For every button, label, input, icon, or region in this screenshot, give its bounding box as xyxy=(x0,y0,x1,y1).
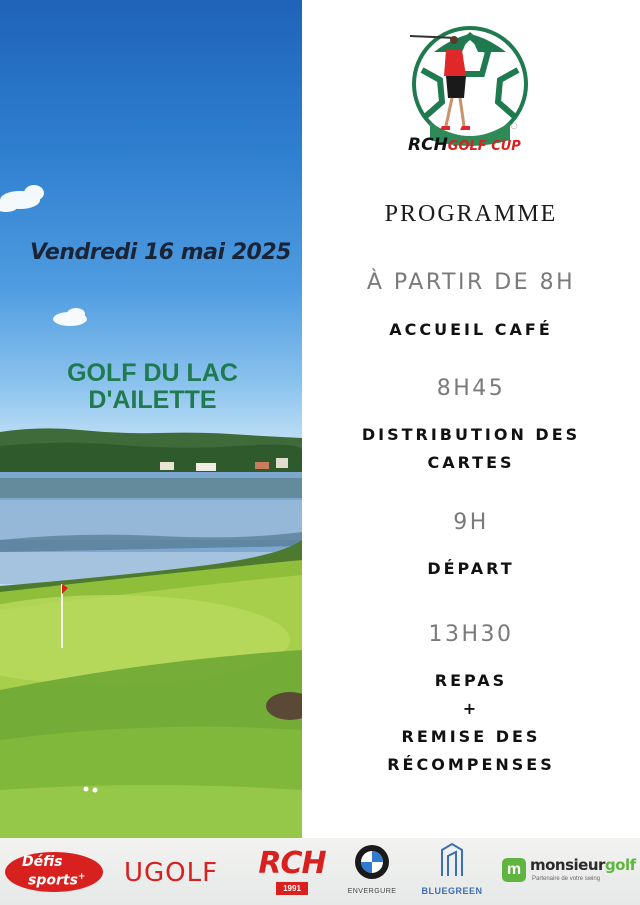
program-time: 13H30 xyxy=(428,622,514,647)
program-time: 9H xyxy=(453,510,489,535)
program-event: REMISE DES xyxy=(401,727,541,746)
program-event: REPAS xyxy=(434,671,508,690)
event-date: Vendredi 16 mai 2025 xyxy=(30,240,291,265)
sponsor-strip xyxy=(0,838,640,905)
sponsor-bluegreen xyxy=(414,842,490,902)
program-event: RÉCOMPENSES xyxy=(387,755,555,774)
program-event: DISTRIBUTION DES xyxy=(361,425,581,444)
bluegreen-logo-icon xyxy=(436,842,468,878)
monsieur-text: monsieur xyxy=(530,856,605,874)
defis-line1: Défis xyxy=(22,854,63,870)
program-event: + xyxy=(462,699,480,718)
sponsor-monsieurgolf xyxy=(502,856,638,890)
program-title: PROGRAMME xyxy=(384,201,558,227)
program-time: À PARTIR DE 8H xyxy=(366,270,576,295)
defis-plus: + xyxy=(77,872,86,882)
monsieurgolf-tagline: Partenaire de votre swing xyxy=(532,876,601,882)
landscape-illustration xyxy=(0,0,302,838)
logo-golf-cup: GOLF CUP xyxy=(447,139,521,154)
bmw-roundel-icon xyxy=(354,844,390,880)
sponsor-rch xyxy=(256,846,328,898)
venue-line: GOLF DU LAC xyxy=(67,359,238,387)
venue-line: D'AILETTE xyxy=(88,386,217,414)
cloud-icon xyxy=(53,308,87,326)
bluegreen-label: BLUEGREEN xyxy=(421,886,483,896)
sponsor-defis-sports xyxy=(4,851,104,893)
monsieurgolf-icon: m xyxy=(502,858,526,882)
venue-name xyxy=(30,360,275,414)
golf-text: golf xyxy=(604,856,636,874)
program-time: 8H45 xyxy=(436,376,506,401)
sponsor-ugolf: UGOLF xyxy=(124,858,219,888)
golf-course-photo xyxy=(0,0,302,838)
program-event: DÉPART xyxy=(427,559,515,578)
sponsor-envergure xyxy=(346,844,398,902)
cloud-icon xyxy=(0,185,44,212)
defis-line2: sports xyxy=(28,872,78,889)
program-event: ACCUEIL CAFÉ xyxy=(389,320,553,339)
rch-wordmark: RCH xyxy=(258,846,326,881)
rch-year: 1991 xyxy=(276,882,308,895)
program-event: CARTES xyxy=(427,453,515,472)
logo-wordmark xyxy=(408,135,521,155)
logo-rch: RCH xyxy=(408,135,448,155)
envergure-label: ENVERGURE xyxy=(347,888,397,895)
